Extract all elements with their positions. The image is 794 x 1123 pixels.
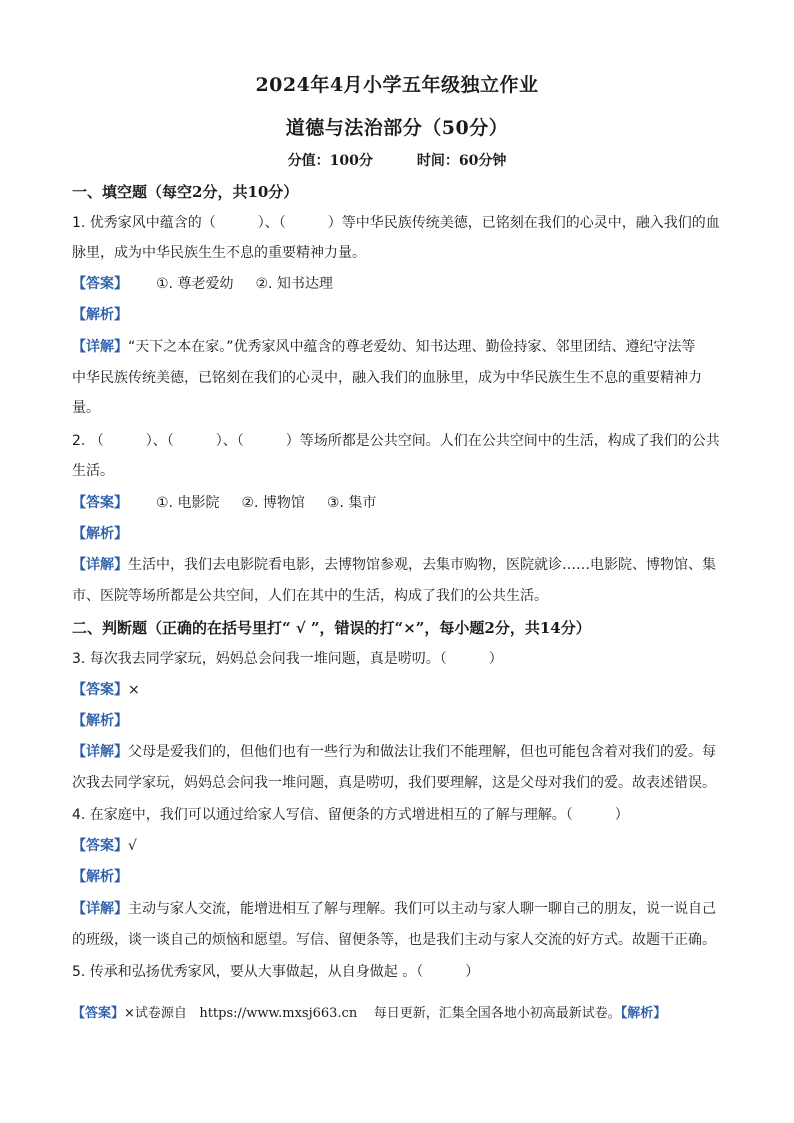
q4-answer [72,836,724,856]
q3-detail-text1: 父母是爱我们的，但他们也有一些行为和做法让我们不能理解，但也可能包含着对我们的爱。每 [128,744,716,760]
q1-detail-text1: “天下之本在家。”优秀家风中蕴含的尊老爱幼、知书达理、勤俭持家、邻里团结、遵纪守法等 [128,339,696,355]
analysis-label: 【解析】 [72,526,128,542]
q5-stem: 5. 传承和弘扬优秀家风，要从大事做起，从自身做起 。（ ） [72,964,480,980]
section-heading-fill-blank: 一、填空题（每空2分，共10分） [72,183,299,201]
q1-stem-line2: 脉里，成为中华民族生生不息的重要精神力量。 [72,245,366,261]
q1-analysis [72,305,724,325]
exam-meta [0,150,794,170]
answer-label: 【答案】 [72,682,128,698]
detail-label: 【详解】 [72,557,128,573]
q1-detail-line2: 中华民族传统美德，已铭刻在我们的心灵中，融入我们的血脉里，成为中华民族生生不息的重要精神力 [72,370,702,386]
q5-answer-footer [72,1002,724,1021]
analysis-label: 【解析】 [72,713,128,729]
q1-answer [72,274,724,294]
q3-stem: 3. 每次我去同学家玩，妈妈总会问我一堆问题，真是唠叨。（ ） [72,651,503,667]
q1-detail-line1 [72,337,724,357]
q2-detail-text1: 生活中，我们去电影院看电影，去博物馆参观，去集市购物，医院就诊……电影院、博物馆、集 [128,557,716,573]
answer-label: 【答案】 [72,1006,125,1021]
q1-option-2: ②. 知书达理 [255,276,333,292]
q1-detail-line3: 量。 [72,400,100,416]
q2-detail-line2: 市、医院等场所都是公共空间，人们在其中的生活，构成了我们的公共生活。 [72,588,548,604]
q2-option-1: ①. 电影院 [156,495,220,511]
source-note: 每日更新，汇集全国各地小初高最新试卷。 [373,1006,621,1021]
section-heading-true-false: 二、判断题（正确的在括号里打“ √ ”，错误的打“×”，每小题2分，共14分） [72,619,591,637]
q3-detail-line2: 次我去同学家玩，妈妈总会问我一堆问题，真是唠叨，我们要理解，这是父母对我们的爱。故表述错误。 [72,775,716,791]
q3-analysis [72,711,724,731]
q2-option-3: ③. 集市 [326,495,377,511]
source-link[interactable]: https://www.mxsj663.cn [199,1006,358,1021]
q2-answer [72,493,724,513]
q4-detail-line2: 的班级，谈一谈自己的烦恼和愿望。写信、留便条等，也是我们主动与家人交流的好方式。故题干正确。 [72,932,716,948]
q4-stem: 4. 在家庭中，我们可以通过给家人写信、留便条的方式增进相互的了解与理解。（ ） [72,807,629,823]
q4-detail-text1: 主动与家人交流，能增进相互了解与理解。我们可以主动与家人聊一聊自己的朋友，说一说自己 [128,901,716,917]
q5-answer-value: ×试卷源自 [124,1006,187,1021]
score-info: 分值：100分 [287,153,373,169]
q2-analysis [72,524,724,544]
q4-answer-value: √ [128,838,137,854]
q4-analysis [72,867,724,887]
answer-label: 【答案】 [72,495,128,511]
analysis-label: 【解析】 [72,307,128,323]
q1-stem-line1: 1. 优秀家风中蕴含的（ ）、（ ）等中华民族传统美德，已铭刻在我们的心灵中，融入我们的血 [72,215,720,231]
page-title: 2024年4月小学五年级独立作业 [255,74,539,96]
detail-label: 【详解】 [72,339,128,355]
q1-option-1: ①. 尊老爱幼 [156,276,234,292]
q2-detail-line1 [72,555,724,575]
answer-label: 【答案】 [72,838,128,854]
q4-detail-line1 [72,899,724,919]
q3-answer-value: × [128,682,140,698]
analysis-label: 【解析】 [620,1006,667,1021]
analysis-label: 【解析】 [72,869,128,885]
time-info: 时间：60分钟 [416,153,507,169]
q2-option-2: ②. 博物馆 [241,495,305,511]
detail-label: 【详解】 [72,744,128,760]
q2-stem-line1: 2. （ ）、（ ）、（ ）等场所都是公共空间。人们在公共空间中的生活，构成了我们的公共 [72,433,720,449]
page-subtitle: 道德与法治部分（50分） [285,117,509,139]
q3-detail-line1 [72,742,724,762]
detail-label: 【详解】 [72,901,128,917]
q2-stem-line2: 生活。 [72,463,114,479]
q3-answer [72,680,724,700]
answer-label: 【答案】 [72,276,128,292]
